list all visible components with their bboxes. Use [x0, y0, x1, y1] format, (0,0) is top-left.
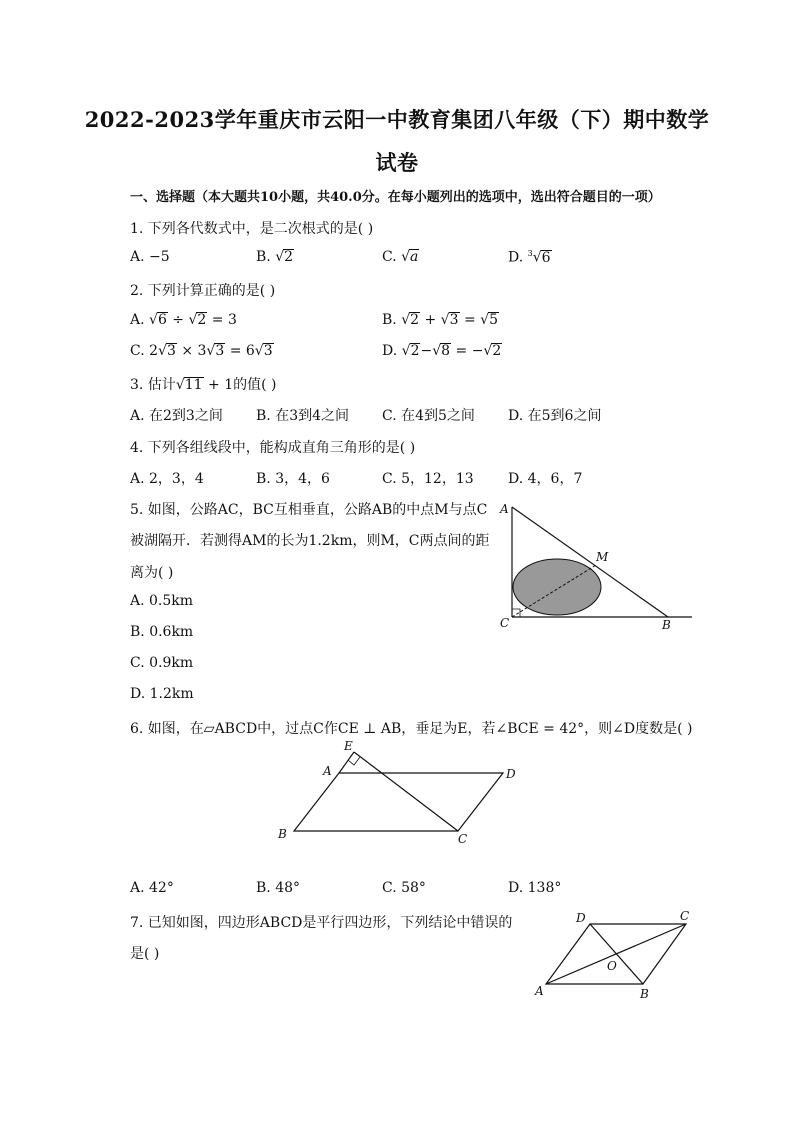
q2-option-b: B. √2 + √3 = √5 [382, 312, 499, 328]
parallelogram-abcd [294, 773, 503, 831]
label-m: M [596, 550, 609, 564]
label-c: C [500, 616, 510, 630]
segment-ec [354, 752, 458, 831]
question-7-line2: 是( ) [130, 946, 160, 962]
q6-option-c: C. 58° [382, 880, 426, 896]
label-d: D [506, 767, 516, 781]
q2-option-a: A. √6 ÷ √2 = 3 [130, 312, 237, 328]
question-1-stem: 1. 下列各代数式中，是二次根式的是( ) [130, 221, 374, 237]
label-e: E [344, 739, 353, 753]
q2-option-c: C. 2√3 × 3√3 = 6√3 [130, 343, 273, 359]
label-c: C [458, 832, 468, 846]
q6-option-b: B. 48° [256, 880, 301, 896]
question-2-stem: 2. 下列计算正确的是( ) [130, 283, 276, 299]
q2-option-d: D. √2−√8 = −√2 [382, 343, 502, 359]
page-title-line1: 2022-2023学年重庆市云阳一中教育集团八年级（下）期中数学 [84, 107, 710, 132]
label-a: A [500, 502, 509, 516]
label-o: O [607, 959, 617, 973]
question-5-line1: 5. 如图，公路AC，BC互相垂直，公路AB的中点M与点C [130, 502, 488, 518]
question-7-line1: 7. 已知如图，四边形ABCD是平行四边形，下列结论中错误的 [130, 915, 513, 931]
q3-option-d: D. 在5到6之间 [508, 408, 602, 424]
lake-ellipse [513, 559, 601, 615]
q3-option-b: B. 在3到4之间 [256, 408, 350, 424]
q5-option-a: A. 0.5km [130, 593, 194, 609]
question-4-stem: 4. 下列各组线段中，能构成直角三角形的是( ) [130, 440, 416, 456]
q5-figure [490, 495, 700, 635]
q1-option-d: D. $^3$√6 [508, 249, 551, 266]
q5-option-c: C. 0.9km [130, 655, 194, 671]
q5-option-d: D. 1.2km [130, 686, 194, 702]
q3-option-c: C. 在4到5之间 [382, 408, 475, 424]
q6-figure [275, 736, 525, 848]
label-a: A [323, 764, 332, 778]
label-d: D [576, 911, 586, 925]
label-c: C [680, 909, 690, 923]
q7-figure [528, 906, 698, 1006]
label-b: B [662, 618, 671, 632]
q4-option-d: D. 4，6，7 [508, 471, 583, 487]
label-b: B [278, 827, 287, 841]
question-3-stem: 3. 估计√11 + 1的值( ) [130, 377, 277, 393]
q1-option-c: C. √a [382, 249, 419, 265]
page-title-line2: 试卷 [375, 150, 419, 175]
question-5-line3: 离为( ) [130, 565, 174, 581]
q1-option-b: B. √2 [256, 249, 294, 265]
label-b: B [640, 987, 649, 1001]
q4-option-c: C. 5，12，13 [382, 471, 474, 487]
q1-option-a: A. −5 [130, 249, 170, 265]
q6-option-a: A. 42° [130, 880, 174, 896]
question-6-stem: 6. 如图，在▱ABCD中，过点C作CE ⊥ AB，垂足为E，若∠BCE = 42°，则∠D度数是( ) [130, 721, 693, 737]
diagonal-bd [590, 924, 643, 984]
section-heading: 一、选择题（本大题共10小题，共40.0分。在每小题列出的选项中，选出符合题目的一项） [130, 190, 661, 205]
label-a: A [535, 984, 544, 998]
q4-option-b: B. 3，4，6 [256, 471, 330, 487]
segment-ae [339, 752, 354, 773]
q4-option-a: A. 2，3，4 [130, 471, 204, 487]
q3-option-a: A. 在2到3之间 [130, 408, 223, 424]
q5-option-b: B. 0.6km [130, 624, 194, 640]
q6-option-d: D. 138° [508, 880, 562, 896]
question-5-line2: 被湖隔开．若测得AM的长为1.2km，则M，C两点间的距 [130, 533, 490, 549]
